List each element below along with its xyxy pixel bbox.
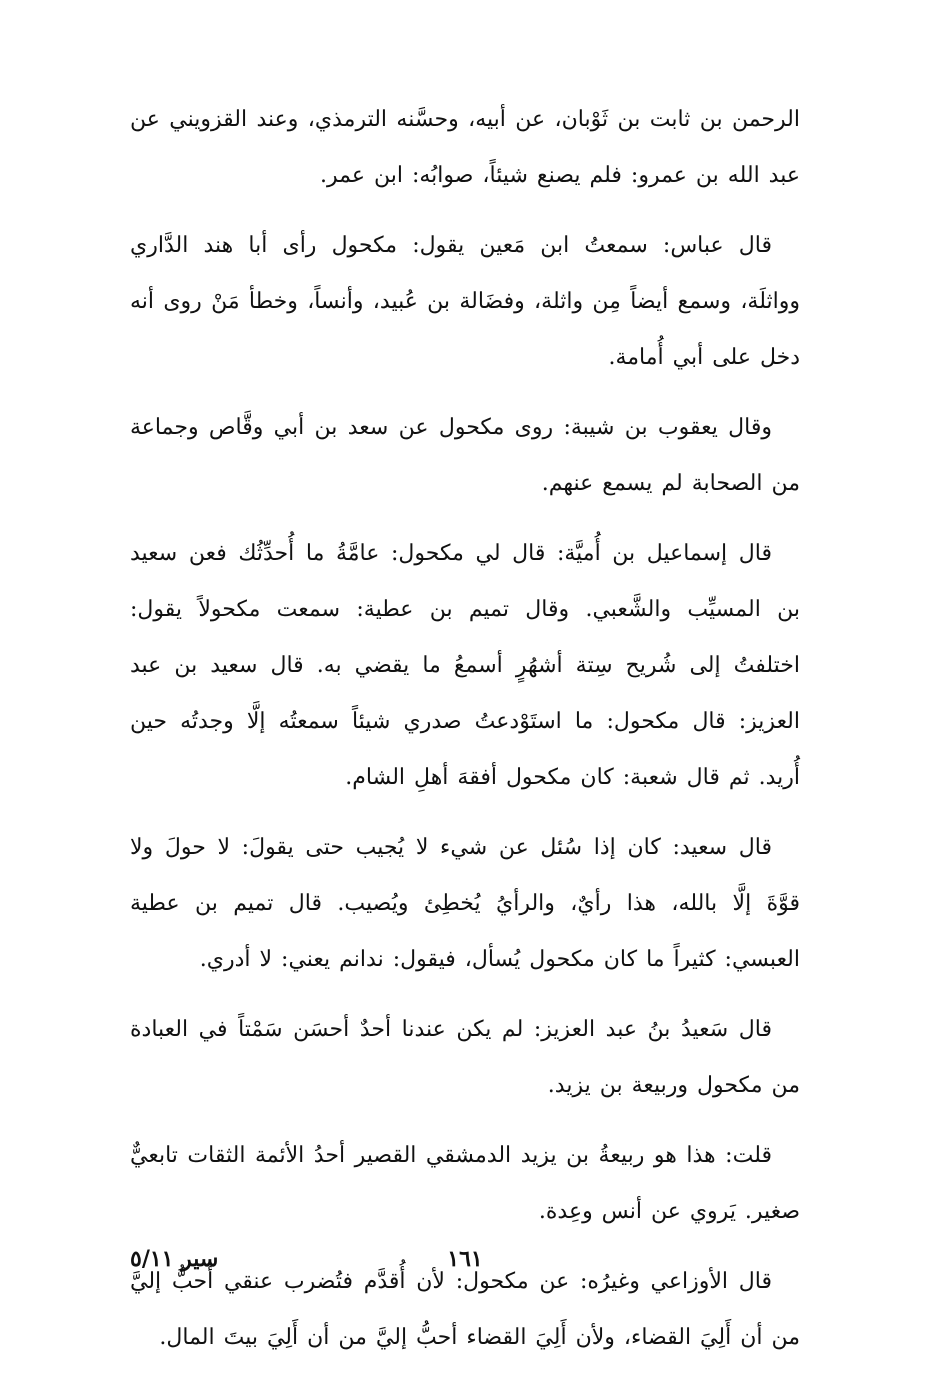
paragraph-3: وقال يعقوب بن شيبة: روى مكحول عن سعد بن أبي وقَّاص وجماعة من الصحابة لم يسمع عنهم.: [130, 415, 800, 496]
paragraph-2: قال عباس: سمعتُ ابن مَعين يقول: مكحول رأى أبا هند الدَّاري وواثلَة، وسمع أيضاً مِن واثلة، وفضَالة بن عُبيد، وأنساً، وخطأ مَنْ روى أنه دخل على أبي أُمامة.: [130, 233, 800, 370]
page-number: ١٦١: [447, 1246, 483, 1272]
paragraph-1: الرحمن بن ثابت بن ثَوْبان، عن أبيه، وحسَّنه الترمذي، وعند القزويني عن عبد الله بن عمرو: فلم يصنع شيئاً، صوابُه: ابن عمر.: [130, 107, 800, 188]
paragraph-4: قال إسماعيل بن أُميَّة: قال لي مكحول: عامَّةُ ما أُحدِّثُك فعن سعيد بن المسيِّب والشَّعبي. وقال تميم بن عطية: سمعت مكحولاً يقول: اختلفتُ إلى شُريح سِتة أشهُرٍ أسمعُ ما يقضي به. قال سعيد بن عبد العزيز: قال مكحول: ما استَوْدعتُ صدري شيئاً سمعتُه إلَّا وجدتُه حين أُريد. ثم قال شعبة: كان مكحول أفقهَ أهلِ الشام.: [130, 541, 800, 790]
paragraph-7: قلت: هذا هو ربيعةُ بن يزيد الدمشقي القصير أحدُ الأئمة الثقات تابعيٌّ صغير. يَروي عن أنس وعِدة.: [130, 1143, 800, 1224]
page-footer: [130, 1240, 800, 1280]
paragraph-8: قال الأوزاعي وغيرُه: عن مكحول: لأن أُقدَّم فتُضرب عنقي أحبُّ إليَّ من أن أَلِيَ القضاء، ولأن أَلِيَ القضاء أحبُّ إليَّ من أن أَلِيَ بيتَ المال.: [130, 1269, 800, 1350]
signature-mark: سير ٥/١١: [130, 1246, 219, 1272]
paragraph-6: قال سَعيدُ بنُ عبد العزيز: لم يكن عندنا أحدٌ أحسَن سَمْتاً في العبادة من مكحول وربيعة بن يزيد.: [130, 1017, 800, 1098]
page-body-text: [130, 92, 800, 1380]
paragraph-5: قال سعيد: كان إذا سُئل عن شيء لا يُجيب حتى يقولَ: لا حولَ ولا قوَّةَ إلَّا بالله، هذا رأيٌ، والرأيُ يُخطِئ ويُصيب. قال تميم بن عطية العبسي: كثيراً ما كان مكحول يُسأل، فيقول: ندانم يعني: لا أدري.: [130, 835, 800, 972]
